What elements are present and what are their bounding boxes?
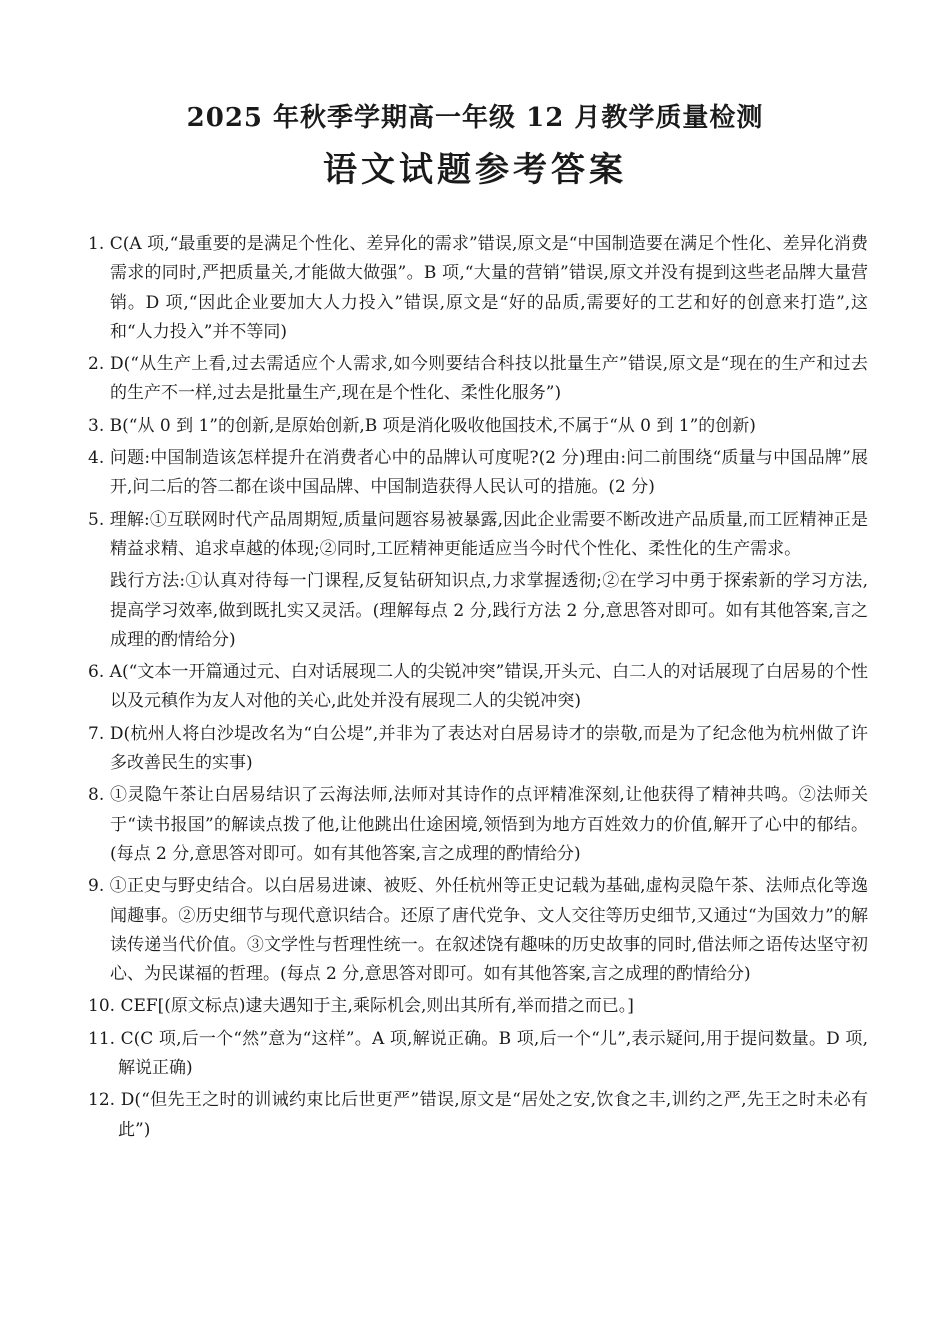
document-title: 语文试题参考答案	[323, 150, 627, 190]
answer-item-2: 2. D(“从生产上看,过去需适应个人需求,如今则要结合科技以批量生产”错误,原文是“现在的生产和过去的生产不一样,过去是批量生产,现在是个性化、柔性化服务”)	[88, 354, 868, 404]
answer-item-6: 6. A(“文本一开篇通过元、白对话展现二人的尖锐冲突”错误,开头元、白二人的对话展现了白居易的个性以及元稹作为友人对他的关心,此处并没有展现二人的尖锐冲突)	[88, 662, 868, 712]
answer-list	[88, 230, 868, 1148]
answer-item-3: 3. B(“从 0 到 1”的创新,是原始创新,B 项是消化吸收他国技术,不属于“从 0 到 1”的创新)	[88, 415, 756, 436]
answer-item-9: 9. ①正史与野史结合。以白居易进谏、被贬、外任杭州等正史记载为基础,虚构灵隐午茶、法师点化等逸闻趣事。②历史细节与现代意识结合。还原了唐代党争、文人交往等历史细节,又通过“为国效力”的解读传递当代价值。③文学性与哲理性统一。在叙述饶有趣味的历史故事的同时,借法师之语传达坚守初心、为民谋福的哲理。(每点 2 分,意思答对即可。如有其他答案,言之成理的酌情给分)	[88, 876, 868, 985]
answer-item-8: 8. ①灵隐午茶让白居易结识了云海法师,法师对其诗作的点评精准深刻,让他获得了精神共鸣。②法师关于“读书报国”的解读点拨了他,让他跳出仕途困境,领悟到为地方百姓效力的价值,解开了心中的郁结。(每点 2 分,意思答对即可。如有其他答案,言之成理的酌情给分)	[88, 785, 868, 864]
answer-item-5-practice: 践行方法:①认真对待每一门课程,反复钻研知识点,力求掌握透彻;②在学习中勇于探索新的学习方法,提高学习效率,做到既扎实又灵活。(理解每点 2 分,践行方法 2 分,意思答对即可。如有其他答案,言之成理的酌情给分)	[110, 571, 868, 650]
answer-item-12: 12. D(“但先王之时的训诫约束比后世更严”错误,原文是“居处之安,饮食之丰,训约之严,先王之时未必有此”)	[88, 1090, 868, 1140]
exam-title: 2025 年秋季学期高一年级 12 月教学质量检测	[186, 103, 764, 133]
answer-item-4: 4. 问题:中国制造该怎样提升在消费者心中的品牌认可度呢?(2 分)理由:问二前围绕“质量与中国品牌”展开,问二后的答二都在谈中国品牌、中国制造获得人民认可的措施。(2 分)	[88, 448, 868, 498]
answer-item-10: 10. CEF[(原文标点)逮夫遇知于主,乘际机会,则出其所有,举而措之而已。]	[88, 996, 634, 1017]
answer-item-11: 11. C(C 项,后一个“然”意为“这样”。A 项,解说正确。B 项,后一个“儿”,表示疑问,用于提问数量。D 项,解说正确)	[88, 1028, 868, 1079]
answer-item-5: 5. 理解:①互联网时代产品周期短,质量问题容易被暴露,因此企业需要不断改进产品质量,而工匠精神正是精益求精、追求卓越的体现;②同时,工匠精神更能适应当今时代个性化、柔性化的生产需求。	[88, 509, 868, 559]
answer-item-7: 7. D(杭州人将白沙堤改名为“白公堤”,并非为了表达对白居易诗才的崇敬,而是为了纪念他为杭州做了许多改善民生的实事)	[88, 723, 868, 774]
answer-item-1: 1. C(A 项,“最重要的是满足个性化、差异化的需求”错误,原文是“中国制造要在满足个性化、差异化消费需求的同时,严把质量关,才能做大做强”。B 项,“大量的营销”错误,原文并没有提到这些老品牌大量营销。D 项,“因此企业要加大人力投入”错误,原文是“好的品质,需要好的工艺和好的创意来打造”,这和“人力投入”并不等同)	[88, 234, 868, 342]
